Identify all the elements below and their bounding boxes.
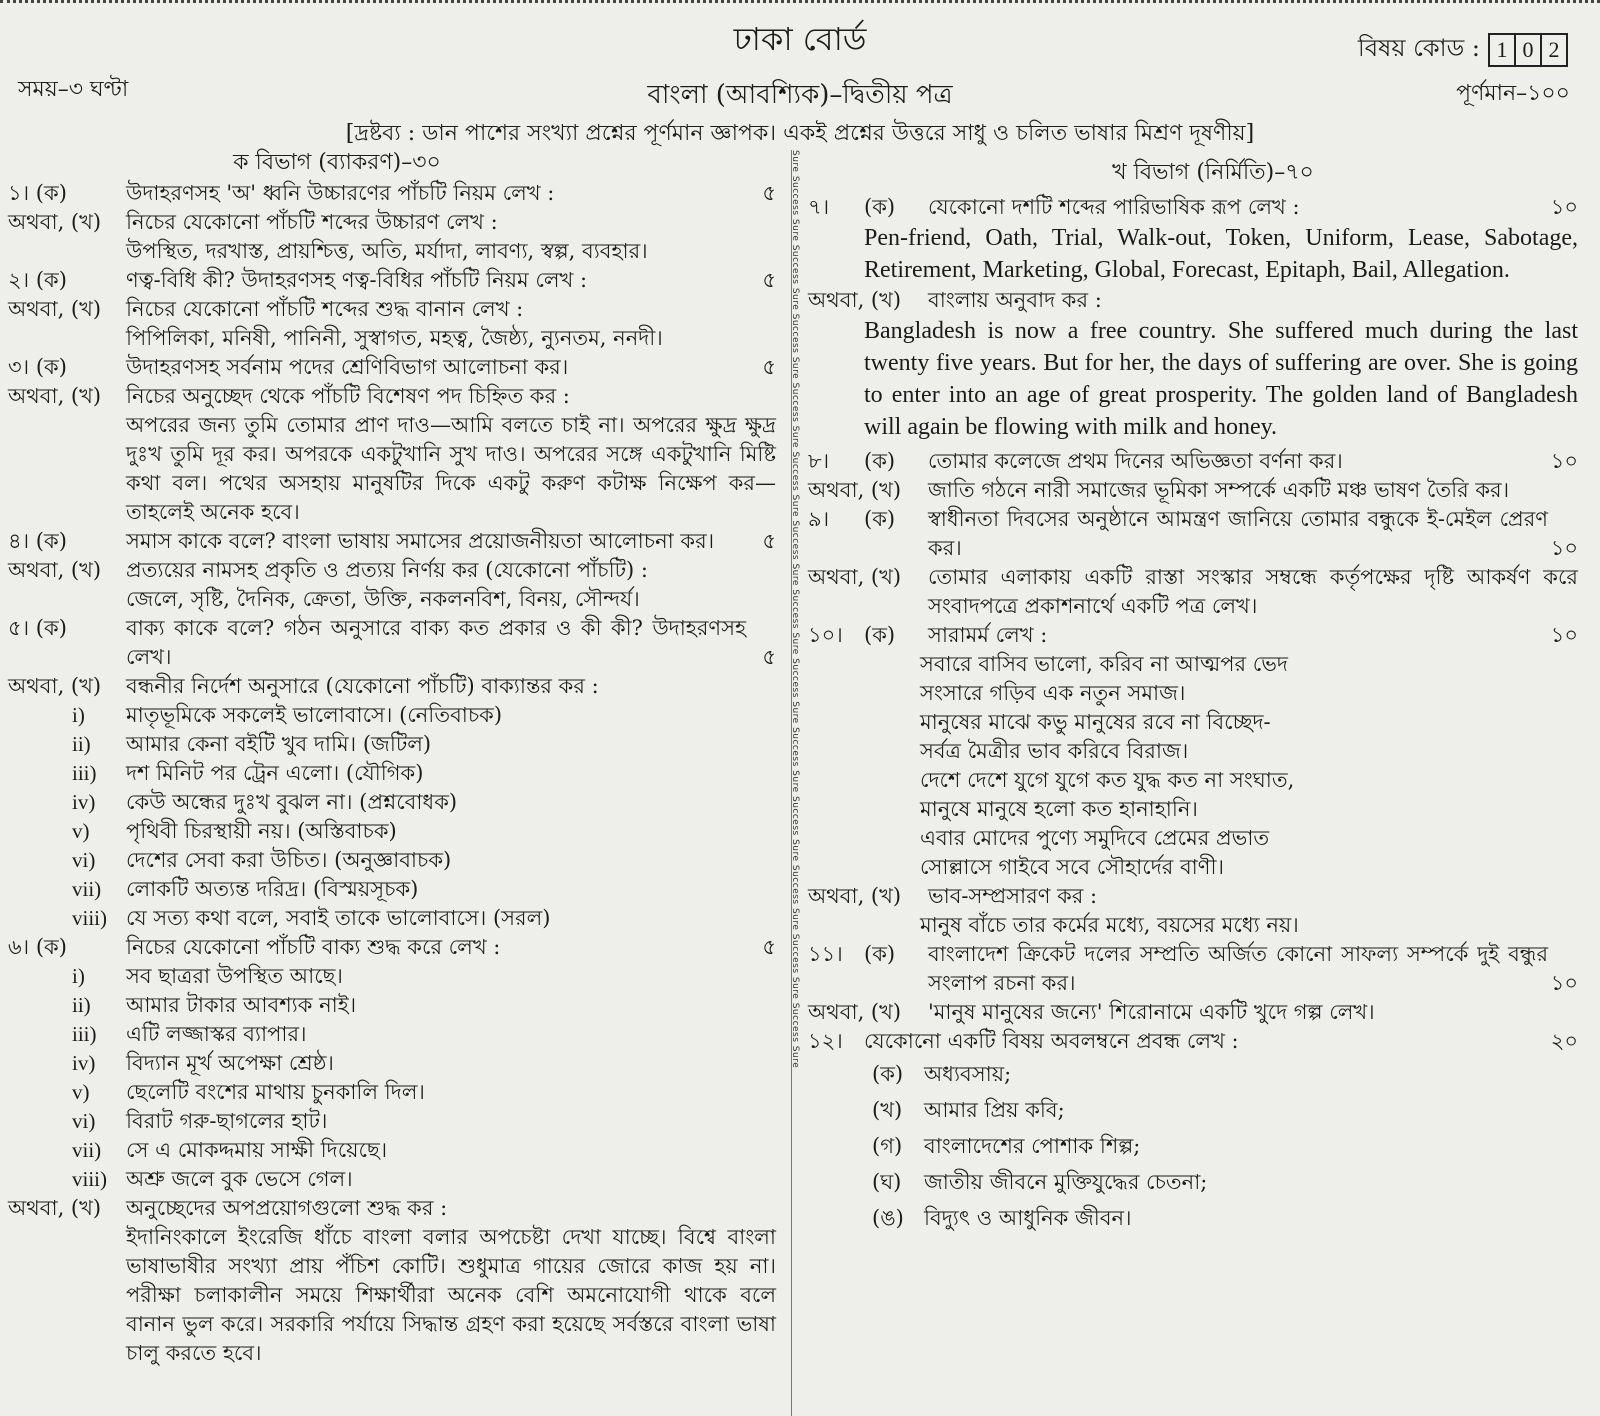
list-item: vii) সে এ মোকদ্দমায় সাক্ষী দিয়েছে। <box>72 1138 388 1162</box>
question-alt <box>8 295 776 324</box>
question-text: নিচের অনুচ্ছেদ থেকে পাঁচটি বিশেষণ পদ চিহ্নিত কর : <box>126 384 570 408</box>
question-label: ৫। (ক) <box>8 616 67 640</box>
question-label: অথবা, (খ) <box>8 674 102 698</box>
question-number: ৮। <box>808 449 830 473</box>
question-text: যেকোনো দশটি শব্দের পারিভাষিক রূপ লেখ : <box>928 195 1300 219</box>
question-marks: ৫ <box>762 529 776 553</box>
question-alt <box>8 1194 776 1223</box>
question-label: অথবা, (খ) <box>8 210 102 234</box>
essay-topic: (গ) বাংলাদেশের পোশাক শিল্প; <box>872 1134 1141 1158</box>
passage: অপরের জন্য তুমি তোমার প্রাণ দাও—আমি বলতে চাই না। অপরের ক্ষুদ্র ক্ষুদ্র দুঃখ তুমি দূর কর। অপরকে একটুখানি সুখ দাও। অপরের সঙ্গে একটুখানি মিষ্টি কথা বল। পথের অসহায় মানুষটির দিকে একটু করুণ কটাক্ষ নিক্ষেপ কর—তাহলেই অনেক হবে। <box>126 413 776 524</box>
question-text: নিচের যেকোনো পাঁচটি শব্দের শুদ্ধ বানান লেখ : <box>126 297 524 321</box>
list-item: ii) আমার টাকার আবশ্যক নাই। <box>72 993 357 1017</box>
essay-topic: (খ) আমার প্রিয় কবি; <box>872 1098 1065 1122</box>
section-title: ক বিভাগ (ব্যাকরণ)–৩০ <box>233 150 441 175</box>
subject-code-box <box>1488 33 1568 67</box>
question-alt <box>8 208 776 237</box>
question-label: ৪। (ক) <box>8 529 67 553</box>
passage: Bangladesh is now a free country. She suffered much during the last twenty five years. But for her, the days of suffering are over. She is going to enter into an age of great prosperity. The golden land of Bangladesh will again be flowing with milk and honey. <box>864 318 1578 440</box>
list-item: iv) বিদ্যান মূর্খ অপেক্ষা শ্রেষ্ঠ। <box>72 1051 334 1075</box>
question-label: (ক) <box>864 507 896 531</box>
list-item: vi) দেশের সেবা করা উচিত। (অনুজ্ঞাবাচক) <box>72 848 452 872</box>
subject-code <box>1358 30 1568 70</box>
question <box>808 505 1578 563</box>
board-title: ঢাকা বোর্ড <box>733 20 867 58</box>
question <box>8 353 776 382</box>
exam-time: সময়–৩ ঘণ্টা <box>18 77 129 102</box>
question-text: ণত্ব-বিধি কী? উদাহরণসহ ণত্ব-বিধির পাঁচটি নিয়ম লেখ : <box>126 268 588 292</box>
question <box>8 527 776 556</box>
question <box>808 940 1578 998</box>
question-text: সমাস কাকে বলে? বাংলা ভাষায় সমাসের প্রয়োজনীয়তা আলোচনা কর। <box>126 529 715 553</box>
list-item: ii) আমার কেনা বইটি খুব দামি। (জটিল) <box>72 732 432 756</box>
question-text: ভাব-সম্প্রসারণ কর : <box>928 884 1098 908</box>
word-list: উপস্থিত, দরখাস্ত, প্রায়শ্চিত্ত, অতি, মর্যাদা, লাবণ্য, স্বল্প, ব্যবহার। <box>126 239 648 263</box>
question-marks: ৫ <box>762 268 776 292</box>
question-marks: ৫ <box>762 355 776 379</box>
poem-line: এবার মোদের পুণ্যে সমুদিবে প্রেমের প্রভাত <box>920 826 1270 850</box>
question-label: (ক) <box>864 623 896 647</box>
question-text: যেকোনো একটি বিষয় অবলম্বনে প্রবন্ধ লেখ : <box>864 1029 1239 1053</box>
subject-title: বাংলা (আবশ্যিক)–দ্বিতীয় পত্র <box>647 80 953 110</box>
question-label: অথবা, (খ) <box>8 297 102 321</box>
poem-line: সংসারে গড়িব এক নতুন সমাজ। <box>920 681 1186 705</box>
question-label: ৬। (ক) <box>8 935 67 959</box>
question-label: অথবা, (খ) <box>8 558 102 582</box>
question-alt <box>808 476 1578 505</box>
code-digit: 0 <box>1516 35 1542 65</box>
question <box>8 614 776 672</box>
subject-code-label: বিষয় কোড : <box>1357 34 1480 62</box>
question-text: নিচের যেকোনো পাঁচটি বাক্য শুদ্ধ করে লেখ : <box>126 935 501 959</box>
list-item: iv) কেউ অন্ধের দুঃখ বুঝল না। (প্রশ্নবোধক) <box>72 790 458 814</box>
poem-line: মানুষের মাঝে কভু মানুষের রবে না বিচ্ছেদ- <box>920 710 1271 734</box>
question-label: অথবা, (খ) <box>808 288 902 312</box>
essay-topic: (ক) অধ্যবসায়; <box>872 1062 1012 1086</box>
question-text: সারামর্ম লেখ : <box>928 623 1048 647</box>
question-alt <box>808 998 1578 1027</box>
code-digit: 1 <box>1490 35 1516 65</box>
question-marks: ১০ <box>1550 195 1578 219</box>
question-alt <box>8 556 776 585</box>
question <box>8 266 776 295</box>
question-label: অথবা, (খ) <box>8 384 102 408</box>
top-dotted-border <box>0 0 1600 7</box>
question-number: ৯। <box>808 507 830 531</box>
question-text: নিচের যেকোনো পাঁচটি শব্দের উচ্চারণ লেখ : <box>126 210 498 234</box>
poem-line: মানুষে মানুষে হলো কত হানাহানি। <box>920 797 1198 821</box>
question-alt <box>8 382 776 411</box>
full-marks: পূর্ণমান–১০০ <box>1456 81 1570 106</box>
question-text: স্বাধীনতা দিবসের অনুষ্ঠানে আমন্ত্রণ জানিয়ে তোমার বন্ধুকে ই-মেইল প্রেরণ কর। <box>928 507 1548 560</box>
passage: ইদানিংকালে ইংরেজি ধাঁচে বাংলা বলার অপচেষ্টা দেখা যাচ্ছে। বিশ্বে বাংলা ভাষাভাষীর সংখ্যা প্রায় পঁচিশ কোটি। শুধুমাত্র গায়ের জোরে কাজ হয় না। পরীক্ষা চলাকালীন সময়ে শিক্ষার্থীরা অনেক বেশি অমনোযোগী থাকে বলে বানান ভুল করে। সরকারি পর্যায়ে সিদ্ধান্ত গ্রহণ করা হয়েছে সর্বস্তরে বাংলা ভাষা চালু করতে হবে। <box>126 1225 776 1365</box>
question-label: অথবা, (খ) <box>8 1196 102 1220</box>
word-list: পিপিলিকা, মনিষী, পানিনী, সুস্বাগত, মহত্ব, জৈষ্ঠ্য, ন্যুনতম, ননদী। <box>126 326 663 350</box>
code-digit: 2 <box>1548 37 1560 62</box>
question-label: অথবা, (খ) <box>808 1000 902 1024</box>
list-item: viii) যে সত্য কথা বলে, সবাই তাকে ভালোবাসে। (সরল) <box>72 906 551 930</box>
question <box>8 933 776 962</box>
question-number: ১২। <box>808 1029 843 1053</box>
word-list: জেলে, সৃষ্টি, দৈনিক, ক্রেতা, উক্তি, নকলনবিশ, বিনয়, সৌন্দর্য। <box>126 587 640 611</box>
question-label: (ক) <box>864 942 896 966</box>
section-ka <box>8 148 776 1368</box>
question-label: (ক) <box>864 195 896 219</box>
question-text: প্রত্যয়ের নামসহ প্রকৃতি ও প্রত্যয় নির্ণয় কর (যেকোনো পাঁচটি) : <box>126 558 648 582</box>
question-text: বন্ধনীর নির্দেশ অনুসারে (যেকোনো পাঁচটি) বাক্যান্তর কর : <box>126 674 599 698</box>
vertical-watermark: Sure Success Sure Success Sure Success Sure Success Sure Success Sure Success Sure Success Sure Success Sure Success Sure Success Sure Success Sure Success Sure Success Sure <box>790 150 800 1069</box>
question-label: (ক) <box>864 449 896 473</box>
essay-topic: (ঙ) বিদ্যুৎ ও আধুনিক জীবন। <box>872 1206 1132 1230</box>
question <box>808 447 1578 476</box>
question-marks: ৫ <box>762 645 776 669</box>
section-kha <box>808 158 1578 1236</box>
question-number: ৭। <box>808 195 830 219</box>
question-text: বাংলাদেশ ক্রিকেট দলের সম্প্রতি অর্জিত কোনো সাফল্য সম্পর্কে দুই বন্ধুর সংলাপ রচনা কর। <box>928 942 1548 995</box>
essay-topic: (ঘ) জাতীয় জীবনে মুক্তিযুদ্ধের চেতনা; <box>872 1170 1208 1194</box>
poem-line: সোল্লাসে গাইবে সবে সৌহার্দের বাণী। <box>920 855 1224 879</box>
question-alt <box>808 882 1578 911</box>
question <box>808 1027 1578 1056</box>
question-alt <box>808 563 1578 621</box>
question <box>808 193 1578 222</box>
list-item: i) মাতৃভূমিকে সকলেই ভালোবাসে। (নেতিবাচক) <box>72 703 503 727</box>
question-text: জাতি গঠনে নারী সমাজের ভূমিকা সম্পর্কে একটি মঞ্চ ভাষণ তৈরি কর। <box>928 478 1510 502</box>
question-label: অথবা, (খ) <box>808 478 902 502</box>
list-item: i) সব ছাত্ররা উপস্থিত আছে। <box>72 964 343 988</box>
quote: মানুষ বাঁচে তার কর্মের মধ্যে, বয়সের মধ্যে নয়। <box>920 913 1299 937</box>
question-label: অথবা, (খ) <box>808 884 902 908</box>
question-text: তোমার কলেজে প্রথম দিনের অভিজ্ঞতা বর্ণনা কর। <box>928 449 1343 473</box>
question-alt <box>8 672 776 701</box>
question-marks: ১০ <box>1550 536 1578 560</box>
list-item: viii) অশ্রু জলে বুক ভেসে গেল। <box>72 1167 353 1191</box>
list-item: iii) এটি লজ্জাস্কর ব্যাপার। <box>72 1022 307 1046</box>
question-label: অথবা, (খ) <box>808 565 902 589</box>
list-item: vi) বিরাট গরু-ছাগলের হাট। <box>72 1109 328 1133</box>
term-list: Pen-friend, Oath, Trial, Walk-out, Token, Uniform, Lease, Sabotage, Retirement, Marketing, Global, Forecast, Epitaph, Bail, Allegation. <box>864 225 1578 283</box>
question-label: ৩। (ক) <box>8 355 67 379</box>
list-item: vii) লোকটি অত্যন্ত দরিদ্র। (বিস্ময়সূচক) <box>72 877 419 901</box>
question-number: ১০। <box>808 623 843 647</box>
instruction-note: [দ্রষ্টব্য : ডান পাশের সংখ্যা প্রশ্নের পূর্ণমান জ্ঞাপক। একই প্রশ্নের উত্তরে সাধু ও চলিত ভাষার মিশ্রণ দূষণীয়] <box>345 121 1255 146</box>
question-marks: ২০ <box>1550 1029 1578 1053</box>
poem-line: দেশে দেশে যুগে যুগে কত যুদ্ধ কত না সংঘাত, <box>920 768 1295 792</box>
question-marks: ৫ <box>762 935 776 959</box>
poem <box>808 650 1578 882</box>
list-item: iii) দশ মিনিট পর ট্রেন এলো। (যৌগিক) <box>72 761 424 785</box>
question-text: বাংলায় অনুবাদ কর : <box>928 288 1102 312</box>
question-text: উদাহরণসহ সর্বনাম পদের শ্রেণিবিভাগ আলোচনা কর। <box>126 355 569 379</box>
question-marks: ১০ <box>1550 623 1578 647</box>
question-number: ১১। <box>808 942 843 966</box>
question-text: অনুচ্ছেদের অপপ্রয়োগগুলো শুদ্ধ কর : <box>126 1196 448 1220</box>
question-text: বাক্য কাকে বলে? গঠন অনুসারে বাক্য কত প্রকার ও কী কী? উদাহরণসহ লেখ। <box>126 616 746 669</box>
question <box>808 621 1578 650</box>
question-alt <box>808 286 1578 315</box>
question-text: উদাহরণসহ 'অ' ধ্বনি উচ্চারণের পাঁচটি নিয়ম লেখ : <box>126 181 555 205</box>
question-text: 'মানুষ মানুষের জন্যে' শিরোনামে একটি খুদে গল্প লেখ। <box>928 1000 1375 1024</box>
list-item: v) ছেলেটি বংশের মাথায় চুনকালি দিল। <box>72 1080 425 1104</box>
question-label: ২। (ক) <box>8 268 67 292</box>
question-marks: ১০ <box>1550 449 1578 473</box>
poem-line: সবারে বাসিব ভালো, করিব না আত্মপর ভেদ <box>920 652 1288 676</box>
section-title: খ বিভাগ (নির্মিতি)–৭০ <box>1112 160 1314 185</box>
poem-line: সর্বত্র মৈত্রীর ভাব করিবে বিরাজ। <box>920 739 1189 763</box>
question-label: ১। (ক) <box>8 181 67 205</box>
question <box>8 179 776 208</box>
list-item: v) পৃথিবী চিরস্থায়ী নয়। (অস্তিবাচক) <box>72 819 397 843</box>
question-text: তোমার এলাকায় একটি রাস্তা সংস্কার সম্বন্ধে কর্তৃপক্ষের দৃষ্টি আকর্ষণ করে সংবাদপত্রে প্রকাশনার্থে একটি পত্র লেখ। <box>928 565 1578 618</box>
question-marks: ১০ <box>1550 971 1578 995</box>
question-marks: ৫ <box>762 181 776 205</box>
